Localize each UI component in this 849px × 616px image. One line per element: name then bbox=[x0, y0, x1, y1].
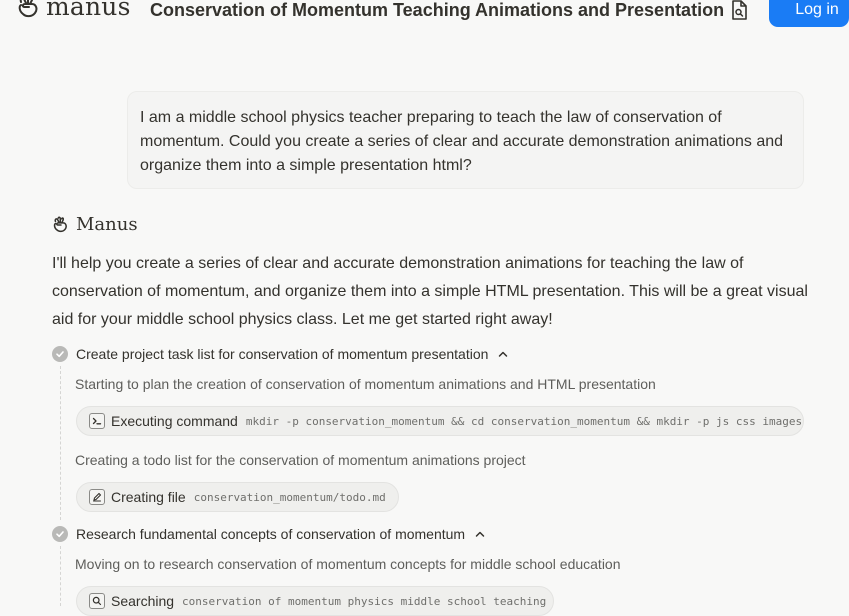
step-title[interactable] bbox=[52, 526, 485, 542]
manus-logo-icon bbox=[16, 0, 42, 20]
check-icon bbox=[52, 346, 68, 362]
login-button[interactable]: Log in bbox=[769, 0, 849, 27]
agent-intro: I'll help you create a series of clear and accurate demonstration animations for teaching the law of conservation of momentum, and organize them into a simple HTML presentation. This will be a great visual aid for your middle school physics class. Let me get started right away! bbox=[52, 255, 808, 328]
terminal-icon bbox=[89, 413, 105, 429]
chevron-up-icon[interactable] bbox=[498, 349, 508, 359]
check-icon bbox=[52, 526, 68, 542]
step-connector bbox=[60, 546, 61, 606]
agent-header bbox=[52, 214, 138, 235]
step-title-text: Research fundamental concepts of conservation of momentum bbox=[76, 526, 466, 542]
chevron-up-icon[interactable] bbox=[475, 529, 485, 539]
manus-logo-icon bbox=[52, 215, 70, 235]
step-note: Starting to plan the creation of conservation of momentum animations and HTML presentation bbox=[75, 376, 656, 392]
tool-argument: conservation of momentum physics middle school teaching bbox=[182, 594, 547, 608]
step-note: Moving on to research conservation of momentum concepts for middle school education bbox=[75, 556, 621, 572]
search-icon bbox=[89, 593, 105, 609]
user-message: I am a middle school physics teacher preparing to teach the law of conservation of momentum. Could you create a series of clear and accurate demonstration animations and organize them into a simple presentation html? bbox=[127, 91, 804, 189]
tool-label: Searching bbox=[111, 593, 175, 609]
tool-call-pill[interactable] bbox=[76, 586, 554, 616]
tool-argument: mkdir -p conservation_momentum && cd conservation_momentum && mkdir -p js css images bbox=[245, 414, 803, 428]
edit-icon bbox=[89, 489, 105, 505]
tool-call-pill[interactable] bbox=[76, 406, 804, 436]
logo[interactable] bbox=[16, 0, 131, 20]
tool-call-pill[interactable] bbox=[76, 482, 399, 512]
logo-text: manus bbox=[46, 0, 131, 21]
tool-label: Executing command bbox=[111, 413, 238, 429]
step-connector bbox=[60, 366, 61, 520]
header bbox=[0, 0, 839, 30]
tool-argument: conservation_momentum/todo.md bbox=[193, 490, 386, 504]
step-note: Creating a todo list for the conservation of momentum animations project bbox=[75, 452, 526, 468]
tool-label: Creating file bbox=[111, 489, 186, 505]
step-title-text: Create project task list for conservation of momentum presentation bbox=[76, 346, 489, 362]
agent-name: Manus bbox=[76, 214, 138, 235]
page-title: Conservation of Momentum Teaching Animations and Presentation bbox=[150, 0, 725, 20]
file-search-icon[interactable] bbox=[730, 0, 748, 20]
step-title[interactable] bbox=[52, 346, 508, 362]
